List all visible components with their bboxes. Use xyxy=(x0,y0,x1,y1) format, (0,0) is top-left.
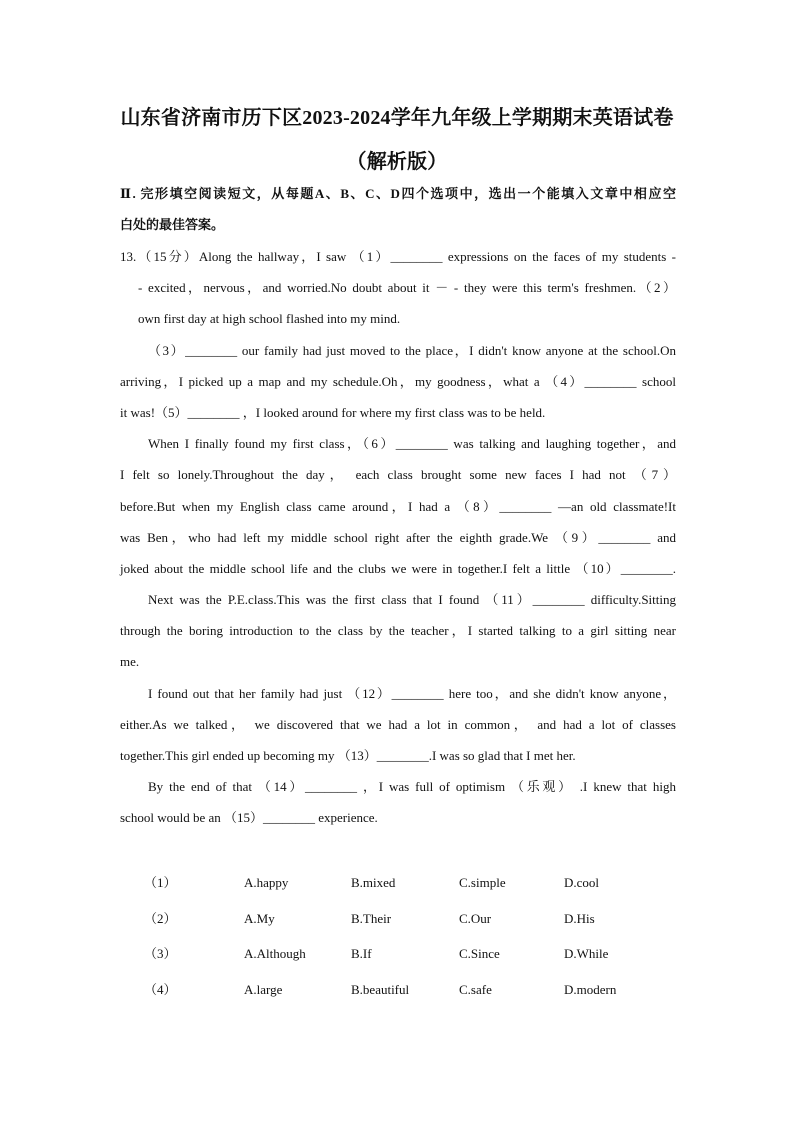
passage-line: I felt so lonely.Throughout the day， each class brought some new faces I had not （7） xyxy=(120,467,676,483)
option-b: B.mixed xyxy=(351,875,396,890)
option-d: D.modern xyxy=(564,981,617,997)
option-b: B.If xyxy=(351,946,372,961)
passage-line: was Ben，who had left my middle school right after the eighth grade.We （9）________ and xyxy=(120,529,676,545)
passage-line: either.As we talked， we discovered that we had a lot in common， and had a lot of classes xyxy=(120,716,676,732)
passage-line: together.This girl ended up becoming my （13）________.I was so glad that I met her. xyxy=(120,748,576,763)
passage-line: By the end of that （14）________ ，I was full of optimism （乐观） .I knew that high xyxy=(148,779,676,795)
section-instruction xyxy=(120,178,676,240)
passage-line: Next was the P.E.class.This was the first class that I found （11）________ difficulty.Sitting xyxy=(148,592,676,608)
question-number: （2） xyxy=(144,910,177,926)
passage-line: - excited，nervous，and worried.No doubt about it － - they were this term's freshmen.（2） xyxy=(138,280,676,296)
option-d: D.While xyxy=(564,946,609,961)
option-row xyxy=(120,939,676,975)
options-table xyxy=(120,868,676,1010)
option-c: C.Our xyxy=(459,910,492,926)
option-b: B.Their xyxy=(351,910,392,926)
passage-line: When I finally found my first class，（6）________ was talking and laughing together，and xyxy=(148,436,676,452)
cloze-passage xyxy=(120,241,676,834)
question-number: （4） xyxy=(144,981,177,997)
passage-line: it was!（5）________ ，I looked around for where my first class was to be held. xyxy=(120,404,546,420)
question-number: （3） xyxy=(144,946,177,961)
option-row xyxy=(120,868,676,904)
passage-line: joked about the middle school life and the clubs we were in together.I felt a little （10）________. xyxy=(120,560,676,576)
option-row xyxy=(120,975,676,1011)
option-a: A.large xyxy=(244,981,283,997)
option-d: D.cool xyxy=(564,875,600,890)
passage-line: I found out that her family had just （12）________ here too，and she didn't know anyone， xyxy=(148,685,676,701)
option-c: C.simple xyxy=(459,875,506,890)
instruction-line: 白处的最佳答案。 xyxy=(120,217,225,233)
option-d: D.His xyxy=(564,910,595,926)
page-subtitle: （解析版） xyxy=(346,151,448,173)
passage-line: arriving，I picked up a map and my schedule.Oh，my goodness，what a （4）________ school xyxy=(120,373,676,389)
passage-line: own first day at high school flashed into my mind. xyxy=(138,311,401,327)
question-number: （1） xyxy=(144,875,177,890)
option-a: A.Although xyxy=(244,946,306,961)
option-b: B.beautiful xyxy=(351,981,410,997)
option-a: A.My xyxy=(244,910,275,926)
option-c: C.Since xyxy=(459,946,500,961)
option-c: C.safe xyxy=(459,981,492,997)
passage-line: before.But when my English class came around，I had a （8）________ —an old classmate!It xyxy=(120,498,676,514)
passage-line: school would be an （15）________ experience. xyxy=(120,810,378,826)
instruction-line: Ⅱ. 完形填空阅读短文，从每题A、B、C、D四个选项中，选出一个能填入文章中相应空 xyxy=(120,186,676,201)
page-title: 山东省济南市历下区2023-2024学年九年级上学期期末英语试卷 xyxy=(120,107,674,129)
option-row xyxy=(120,904,676,940)
passage-line: 13.（15分）Along the hallway，I saw （1）________ expressions on the faces of my students - xyxy=(120,249,676,264)
passage-line: （3）________ our family had just moved to the place，I didn't know anyone at the school.On xyxy=(148,342,676,358)
passage-line: through the boring introduction to the class by the teacher，I started talking to a girl sitting near xyxy=(120,623,676,639)
option-a: A.happy xyxy=(244,875,289,890)
passage-line: me. xyxy=(120,654,140,670)
